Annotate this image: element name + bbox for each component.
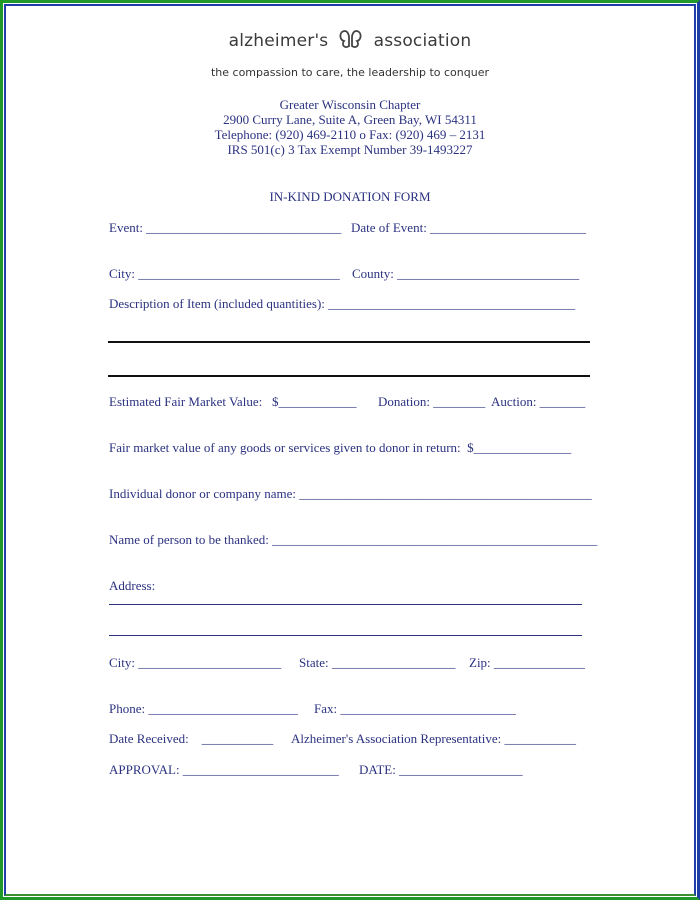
representative-field[interactable]: Alzheimer's Association Representative: ___________ xyxy=(291,731,577,746)
address-label: Address: xyxy=(109,578,156,593)
description-field[interactable]: Description of Item (included quantities): ______________________________________ xyxy=(109,296,576,311)
fair-market-value-field[interactable]: Estimated Fair Market Value: $____________ xyxy=(109,394,357,409)
thanked-person-field[interactable]: Name of person to be thanked: __________________________________________________ xyxy=(109,532,598,547)
state-field[interactable]: State: ___________________ xyxy=(299,655,456,670)
auction-field[interactable]: Auction: _______ xyxy=(491,394,586,409)
county-field[interactable]: County: ____________________________ xyxy=(352,266,580,281)
phone-field[interactable]: Phone: _______________________ xyxy=(109,701,298,716)
donor-name-field[interactable]: Individual donor or company name: _____________________________________________ xyxy=(109,486,592,501)
tax-exempt-number: IRS 501(c) 3 Tax Exempt Number 39-1493227 xyxy=(227,142,473,157)
address-line-2[interactable] xyxy=(109,635,582,636)
date-field[interactable]: DATE: ___________________ xyxy=(359,762,523,777)
donation-field[interactable]: Donation: ________ xyxy=(378,394,486,409)
chapter-phone-fax: Telephone: (920) 469-2110 o Fax: (920) 469 – 2131 xyxy=(214,127,486,142)
zip-field[interactable]: Zip: ______________ xyxy=(469,655,585,670)
event-field[interactable]: Event: ______________________________ xyxy=(109,220,342,235)
date-of-event-field[interactable]: Date of Event: ________________________ xyxy=(351,220,587,235)
fmv-return-field[interactable]: Fair market value of any goods or services given to donor in return: $_______________ xyxy=(109,440,572,455)
logo-text-right: association xyxy=(373,31,472,51)
description-line-2[interactable] xyxy=(108,375,590,377)
fax-field[interactable]: Fax: ___________________________ xyxy=(314,701,516,716)
date-received-field[interactable]: Date Received: ___________ xyxy=(109,731,274,746)
purple-brain-icon xyxy=(338,28,364,50)
address-line-1[interactable] xyxy=(109,604,582,605)
form-title: IN-KIND DONATION FORM xyxy=(269,189,431,204)
description-line-1[interactable] xyxy=(108,341,590,343)
chapter-name: Greater Wisconsin Chapter xyxy=(279,97,421,112)
association-logo xyxy=(0,30,700,52)
logo-text-left: alzheimer's xyxy=(228,31,329,51)
city-field[interactable]: City: _______________________________ xyxy=(109,266,340,281)
tagline: the compassion to care, the leadership to conquer xyxy=(210,66,489,79)
approval-field[interactable]: APPROVAL: ________________________ xyxy=(109,762,339,777)
city-2-field[interactable]: City: ______________________ xyxy=(109,655,282,670)
chapter-address: 2900 Curry Lane, Suite A, Green Bay, WI 54311 xyxy=(223,112,477,127)
